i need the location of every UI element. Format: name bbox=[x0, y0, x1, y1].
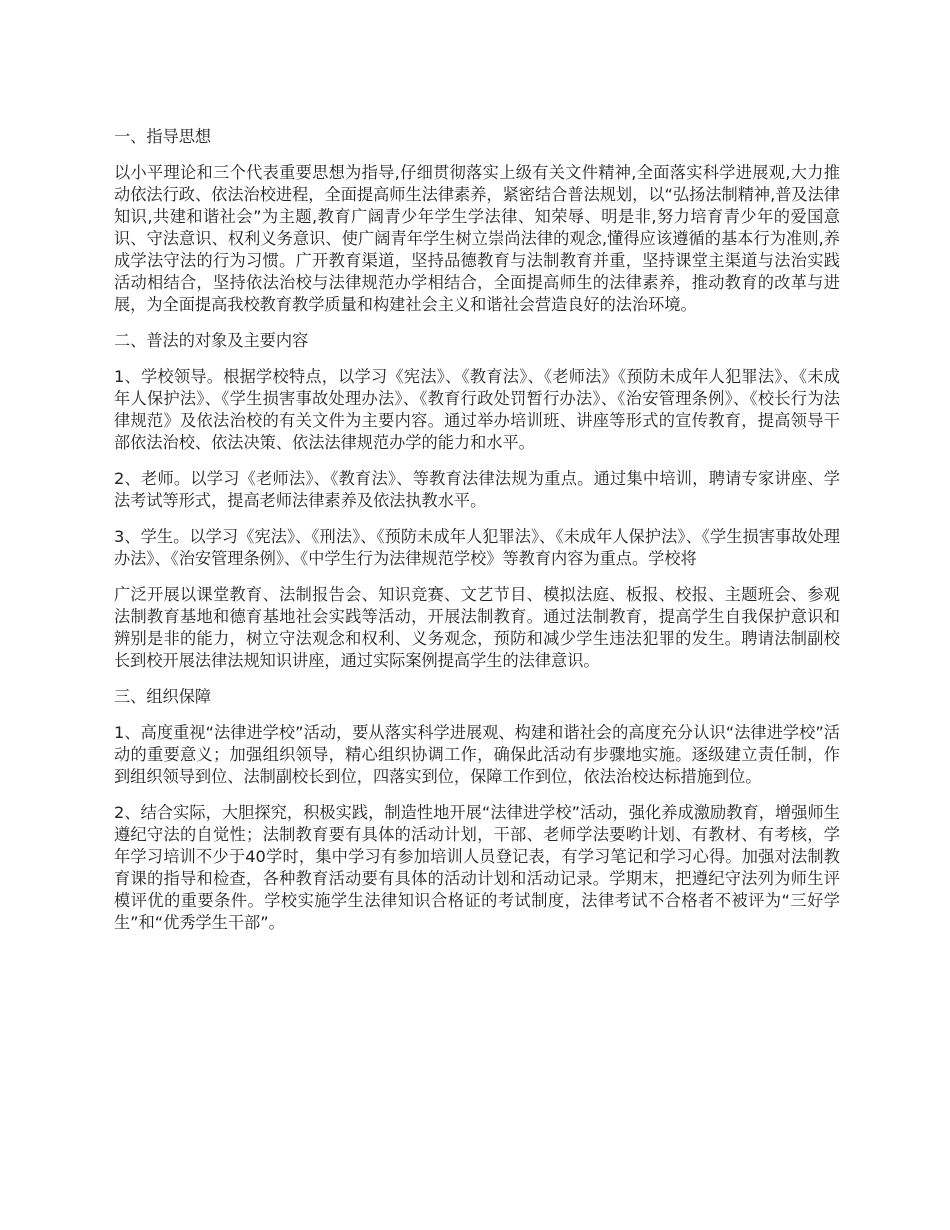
paragraph-teachers: 2、老师。以学习《老师法》、《教育法》、等教育法律法规为重点。通过集中培训，聘请专家讲座、学法考试等形式，提高老师法律素养及依法执教水平。 bbox=[114, 469, 840, 510]
paragraph-attach-importance: 1、高度重视“法律进学校”活动，要从落实科学进展观、构建和谐社会的高度充分认识“法律进学校”活动的重要意义；加强组织领导，精心组织协调工作，确保此活动有步骤地实施。逐级建立责任制，作到组织领导到位、法制副校长到位，四落实到位，保障工作到位，依法治校达标措施到位。 bbox=[114, 723, 840, 786]
paragraph-students: 3、学生。以学习《宪法》、《刑法》、《预防未成年人犯罪法》、《未成年人保护法》、《学生损害事故处理办法》、《治安管理条例》、《中学生行为法律规范学校》等教育内容为重点。学校将 bbox=[114, 527, 840, 568]
document-body bbox=[114, 126, 840, 948]
section-heading-organizational-support: 三、组织保障 bbox=[114, 687, 212, 706]
section-heading-targets-and-content: 二、普法的对象及主要内容 bbox=[114, 331, 309, 350]
paragraph-combine-practice: 2、结合实际，大胆探究，积极实践，制造性地开展“法律进学校”活动，强化养成激励教育，增强师生遵纪守法的自觉性；法制教育要有具体的活动计划，干部、老师学法要哟计划、有教材、有考核，学年学习培训不少于40学时，集中学习有参加培训人员登记表，有学习笔记和学习心得。加强对法制教育课的指导和检查，各种教育活动要有具体的活动计划和活动记录。学期末，把遵纪守法列为师生评模评优的重要条件。学校实施学生法律知识合格证的考试制度，法律考试不合格者不被评为“三好学生”和“优秀学生干部”。 bbox=[114, 803, 840, 932]
paragraph-school-leaders: 1、学校领导。根据学校特点，以学习《宪法》、《教育法》、《老师法》《预防未成年人犯罪法》、《未成年人保护法》、《学生损害事故处理办法》、《教育行政处罚暂行办法》、《治安管理条例》、《校长行为法律规范》及依法治校的有关文件为主要内容。通过举办培训班、讲座等形式的宣传教育，提高领导干部依法治校、依法决策、依法法律规范办学的能力和水平。 bbox=[114, 367, 840, 452]
paragraph-guiding-ideology: 以小平理论和三个代表重要思想为指导,仔细贯彻落实上级有关文件精神,全面落实科学进展观,大力推动依法行政、依法治校进程，全面提高师生法律素养，紧密结合普法规划，以“弘扬法制精神,普及法律知识,共建和谐社会”为主题,教育广阔青少年学生学法律、知荣辱、明是非,努力培育青少年的爱国意识、守法意识、权利义务意识、使广阔青年学生树立崇尚法律的观念,懂得应该遵循的基本行为准则,养成学法守法的行为习惯。广开教育渠道，坚持品德教育与法制教育并重，坚持课堂主渠道与法治实践活动相结合，坚持依法治校与法律规范办学相结合，全面提高师生的法律素养，推动教育的改革与进展，为全面提高我校教育教学质量和构建社会主义和谐社会营造良好的法治环境。 bbox=[114, 163, 840, 314]
section-heading-guiding-ideology: 一、指导思想 bbox=[114, 127, 212, 146]
paragraph-student-activities: 广泛开展以课堂教育、法制报告会、知识竞赛、文艺节目、模拟法庭、板报、校报、主题班会、参观法制教育基地和德育基地社会实践等活动，开展法制教育。通过法制教育，提高学生自我保护意识和辨别是非的能力，树立守法观念和权利、义务观念，预防和减少学生违法犯罪的发生。聘请法制副校长到校开展法律法规知识讲座，通过实际案例提高学生的法律意识。 bbox=[114, 585, 840, 670]
